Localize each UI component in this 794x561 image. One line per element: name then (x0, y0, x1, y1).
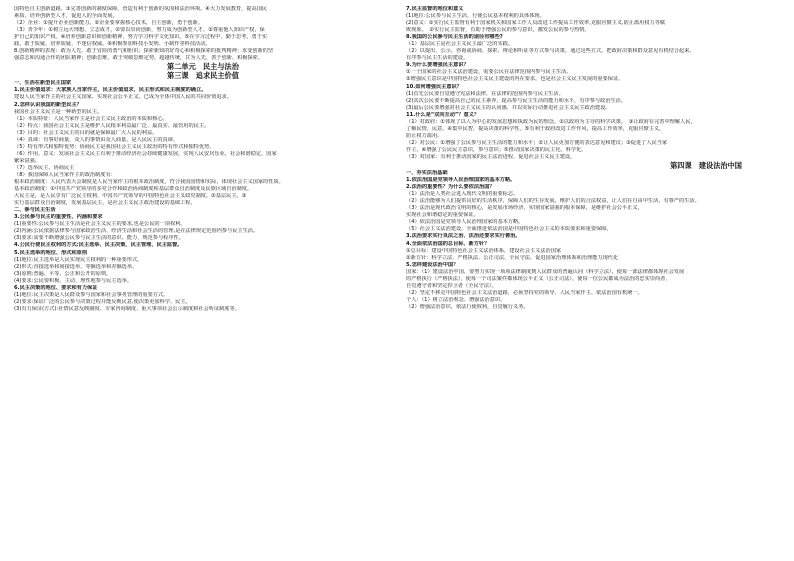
lesson-title: 第四课 建设法治中国 (670, 161, 742, 171)
text-line: (2)其次公民要不断提高自己的民主素养，提高参与民主生活的能力和水平，有序参与政治生活。 (406, 97, 627, 104)
text-line: 实现社会和谐稳定的重要保证。 (406, 212, 479, 219)
text-line: (1)重要性:公民参与民主生活是社会主义民主的要求,也是公民的一项权利。 (14, 221, 186, 228)
text-line: （2）坚定不移走中国特色社会主义法治道路，必须坚持党的领导、人民当家作主、依法治国有机统一。 (406, 289, 643, 296)
text-line: 根本政治制度：人民代表大会制度是人民当家作主的根本政治制度，符合我国国情和实际，体现社会主义国家的性质。 (14, 179, 284, 186)
section-heading: 5.怎样建设法治中国？ (406, 261, 459, 268)
text-line: （2）增强法治意识，依法行使权利，自觉履行义务。 (406, 303, 529, 310)
section-heading: 8.我国的公民参与民主生活的途径有哪些? (406, 34, 503, 41)
text-line: 护自己的知识产权。④培养创新意识和创新精神，努力学习科学文化知识。⑤在学习过程中，勤于思考，勇于实 (14, 34, 268, 41)
text-line: 我国社会主义民主是一种新型的民主。 (14, 108, 103, 115)
text-line: 国家：（1）建设法治中国，要努力实现一项项法律制度到人民群众的普遍认同（科学立法），使每一部法律都体现社会发展 (406, 268, 685, 275)
text-line: 基本政治制度：①中国共产党领导的多党合作和政治协商制度和基层群众自治制度及民族区域自治制度。 (14, 186, 253, 193)
text-line: （4）真谛：有事好商量，众人的事情由众人商量，是人民民主的真谛。 (14, 136, 179, 143)
section-heading: 一、生活在新型民主国家 (14, 80, 72, 87)
text-line: (3)原则:普遍、平等、公正和公开的原则。 (14, 270, 112, 277)
section-heading: 2.怎样认识我国的新型民主？ (14, 101, 82, 108)
section-heading: 9.为什么要增强民主意识？ (406, 62, 469, 69)
text-line: 践，敢于质疑，培养质疑、不迷信权威。⑥积极参加科技小发明、小制作等科技活动。 (14, 41, 211, 48)
section-heading: 5.民主选举的地位、形式和原则 (14, 249, 88, 256)
text-line: (3)最后公民要增强对社会主义民主的认同感，并以实际行动推进社会主义民主政治建设。 (406, 104, 611, 111)
section-heading: 6.民主决策的地位、要求和有力保证 (14, 284, 98, 291)
text-line: ②新方针：科学立法、严格执法、公正司法、全民守法，促进国家治理体系和治理能力现代化 (406, 254, 619, 261)
section-heading: 11.什么是“双向互动”？意义？ (406, 111, 480, 118)
text-line: （1）本质特征：人民当家作主是社会主义民主政治的本质和核心。 (14, 115, 168, 122)
text-line: 大民主是，是人民享有广泛民主权利、中国共产党领导的中国特色社会主义政党制度。②基层民主。③ (14, 193, 247, 200)
text-line: （2）企业：①提升企业创新能力。②企业要掌握核心技术，自主创新，勇于创新。 (14, 20, 203, 27)
text-line: 繁荣富强。 (14, 157, 40, 164)
text-line: （5）特有形式和独特优势：协商民主是我国社会主义民主政治的特有形式和独特优势。 (14, 143, 215, 150)
text-line: 建设人民当家作主的社会主义国家，实现社会公平正义，已成为全体中国人民的共同价值追求。 (14, 94, 232, 101)
text-line: (2)内涵:公民依据法律参与国家政治生活、经济生活和社会生活的管理,是在法律规定范围内参与民主生活。 (14, 228, 259, 235)
right-column (406, 6, 782, 311)
text-line: 防止权力滥用。 (406, 132, 443, 139)
text-line: ①总目标：建设中国特色社会主义法治体系，建设社会主义法治国家 (406, 247, 562, 254)
text-line: （1）法治是人类社会进入现代文明的重要标志。 (406, 191, 519, 198)
text-line: 的严格执行（严格执法），使每一个司法案件都体现公平正义（公正司法），使每一位公民都成为法治的忠实崇尚者、 (406, 275, 671, 282)
text-line: (1)地位:民主选举是人民实现民主权利的一种重要形式。 (14, 256, 143, 263)
section-heading: 3.法治要求实行良法之治、法治还要求实行善治。 (406, 233, 521, 240)
text-line: （3）青少年：①树立远大理想，立志成才。②要以崇尚创新，努力成为创新型人才。③尊重他人知识产权，保 (14, 27, 265, 34)
text-line: （4）依法治国是党领导人民治理国家的基本方略。 (406, 219, 524, 226)
text-line: (1)首先公民要自觉遵守宪法和法律，在法律的范围内参与民主生活。 (406, 90, 564, 97)
text-line: （3）法治是现代政治文明的核心，是发展市场经济，实现国家富强的根本保障，是维护社会公平正义， (406, 205, 643, 212)
text-line: (1)地位:公民参与民主生活，行使公民基本权利的具体体现。 (406, 13, 545, 20)
text-line: （2）特点：我国社会主义民主是维护人民根本利益最广泛、最真实、最管用的民主。 (14, 122, 210, 129)
text-line: （1）基层民主是社会主义民主最广泛的实践。 (406, 41, 514, 48)
text-line: 个人：（1）树立法治观念、增强法治意识。 (406, 296, 506, 303)
unit-title: 第二单元 民主与法治 (167, 62, 239, 72)
section-heading: 1.依法治国是党领导人民治理国家的基本方略。 (406, 177, 516, 184)
section-heading: 一、夯实法治基础 (406, 170, 448, 177)
text-line: （8）我国保障人民当家作主的政治制度有： (14, 171, 116, 178)
text-line: 素质，培养创新型人才，促进人的全面发展。 (14, 13, 118, 20)
text-line: （6）作用、意义：发展社会主义民主有利于推动经济社会持续健康发展，实现人民安居乐业，社会和谐稳定，国家 (14, 150, 277, 157)
left-column (14, 6, 392, 313)
text-line: (3)要求:需要不断增强公民参与民主生活的意识、能力、规范参与程序性。 (14, 235, 184, 242)
section-heading: 1.民主价值追求：大家族人当家作主，民主价值追求，民主形式和民主制度的确立。 (14, 87, 207, 94)
text-line: 了解民情，民意。④集中民智，提高决策的科学性。⑤有利于政府改进工作作风，提高工作效率，克服官僚主义， (406, 125, 665, 132)
text-line: （2）法治能够为人们提供良好的生活秩序，保障人们的生存发展，维护人们的合法权益，让人们在自由中生活、有尊严的生活。 (406, 198, 700, 205)
text-line: ①一个国家的社会主义法治建设，需要公民在法律范围内参与民主生活。 (406, 69, 572, 76)
text-line: (1)地位:民主决策是人民群众参与国家和社会事务管理的重要方式。 (14, 291, 169, 298)
text-line: (3)有力保证(方式):社情民意反映制度、专家咨询制度、重大事项社会公示制度和社会听证制度等。 (14, 305, 240, 312)
text-line: （7）选举民主、协商民主 (14, 164, 75, 171)
section-heading: 7.民主监督的地位和意义 (406, 6, 464, 12)
text-line: （5）社会主义法治建设，全面推进依法治国是中国特色社会主义的本质要求和重要保障。 (406, 226, 612, 233)
section-heading: 4.全面依法治国的总目标、新方针？ (406, 240, 490, 247)
section-heading: 2.法治的重要性？为什么要依法治国？ (406, 184, 495, 191)
text-line: ②增强民主意识是中国特色社会主义民主建设的内在要求，也是社会主义民主发展的重要保证。 (406, 76, 624, 83)
text-line: （3）目的：社会主义民主的目的就是保障最广大人民的利益。 (14, 129, 158, 136)
text-line: (2)形式:直接选举和间接选举、等额选举和差额选举。 (14, 263, 138, 270)
section-heading: 10.如何增强民主意识？ (406, 83, 462, 90)
section-heading: 3.公民参与民主的重要性、内涵和要求 (14, 214, 103, 221)
text-line: (4)要求:公民要积极、主动、理性地参与民主选举。 (14, 277, 133, 284)
text-line: (2)要求:保证广泛的公民参与决策过程并能反映民意,使决策更加科学、民主。 (14, 298, 191, 305)
text-line: （1）对政府：①体现了以人为中心的发展思想和执政为民的理念。②以政府为主导的科学决策。 ③让政府在完善中理解人民， (406, 118, 696, 125)
text-line: 败现象。 ②实行民主监督，有助于增强公民的参与意识，激发公民的参与热情。 (406, 27, 590, 34)
text-line: 强意志和沟通合作的团队精神；创新思维，敢于突破思维定势，超越传统，甘为人先，善于创新、积极探索。 (14, 55, 264, 62)
text-line: 8.创新精神的表现：敢为人先、敢于冒险的勇气和胆识；探索新知的好奇心和积极探索的批判精神；求变创新的坚 (14, 48, 274, 55)
text-line: （2）对公民：①增强了公民参与民主生活的能力和水平；②让人民更加方便的表达意见和建议；③促进了人民当家 (406, 139, 668, 146)
text-line: （3）对国家：有利于推动国家的民主法治进程，促进社会主义民主建设。 (406, 153, 576, 160)
text-line: 实行基层群众自治制度，发展基层民主，是社会主义民主政治建设的基础工程。 (14, 200, 196, 207)
text-line: 国特色自主创新道路。③完善创新的制度保障，营造有利于创新的氛围和法治环境。④大力发展教育，提高国民 (14, 6, 268, 12)
text-line: 有序参与民主生活的建设。 (406, 55, 469, 62)
text-line: (2)意义：①实行民主监督有利于国家机关和国家工作人员改进工作提高工作效率,克服官僚主义,防止滥用权力等腐 (406, 20, 666, 27)
text-line: 自觉遵守者和坚定捍卫者（全民守法）。 (406, 282, 497, 289)
lesson-title: 第三课 追求民主价值 (167, 71, 239, 81)
text-line: （2）以提出、公示、咨询或协商、探索、辩论和听证等方式参与决策。通过这些方式，把政府决策和群众意见有机结合起来， (406, 48, 695, 55)
text-line: 作主，④增强了公民民主意识，参与意识；⑤推动国家决策的民主化、科学化。 (406, 146, 587, 153)
section-heading: 4.公民行使民主权利的方式:民主选举、民主决策、民主管理、民主监督。 (14, 242, 183, 249)
section-heading: 二、参与民主生活 (14, 207, 56, 214)
